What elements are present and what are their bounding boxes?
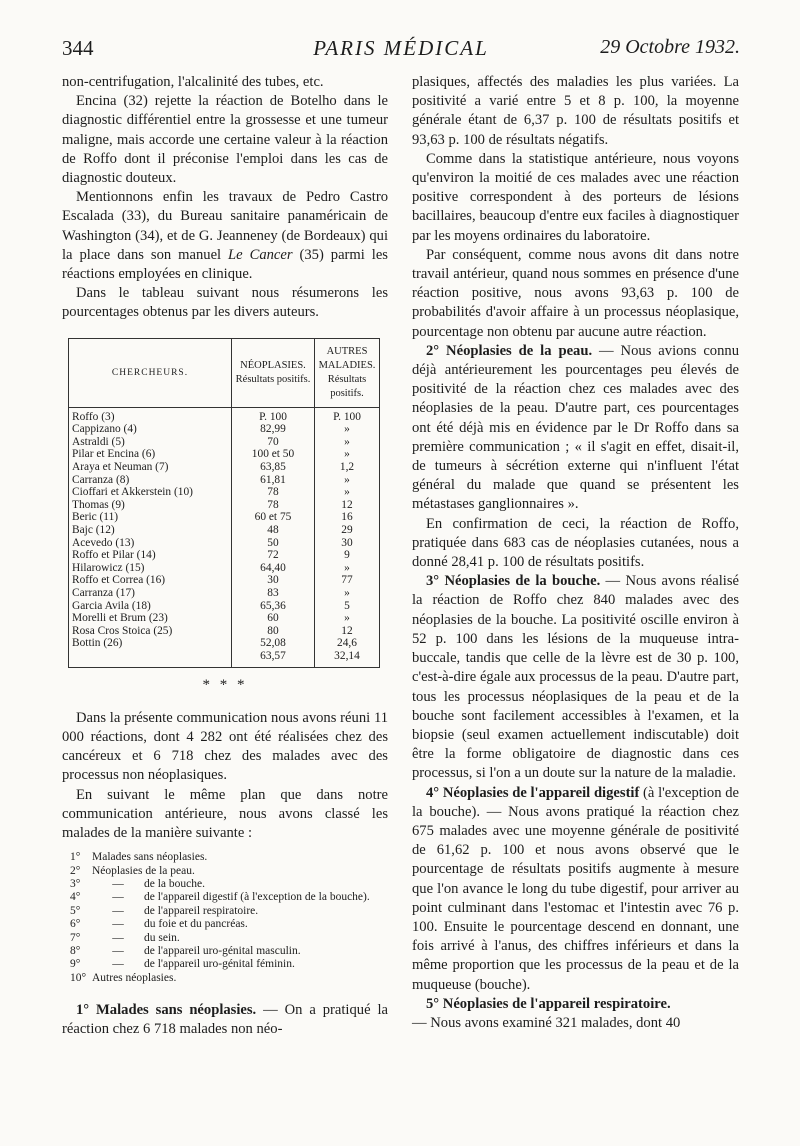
researcher-name-cell: Thomas (9) [69,499,232,512]
category-number: 10° [70,971,87,984]
table-row [69,562,380,575]
section-heading: 3° Néoplasies de la bouche. [426,573,601,590]
category-number: 2° [70,864,81,877]
table-row [69,511,380,524]
table-row [69,448,380,461]
other-diseases-value-cell: » [315,562,380,575]
table-row [69,549,380,562]
researcher-name-cell: Garcia Avila (18) [69,600,232,613]
other-diseases-value-cell: 32,14 [315,650,380,667]
category-text: Néoplasies de la peau. [92,864,195,877]
category-text: de la bouche. [144,877,205,890]
book-title: Le Cancer [228,246,293,263]
column-header-neoplasies: NÉOPLASIES. Résultats positifs. [232,338,315,407]
category-text: de l'appareil uro-génital féminin. [144,958,295,971]
neoplasies-value-cell: 64,40 [232,562,315,575]
category-item [70,918,388,931]
table-row [69,499,380,512]
paragraph: Comme dans la statistique antérieure, nous voyons qu'environ la moitié de ces malades avec une réaction positive correspondent à des porteurs de lésions bacillaires, beaucoup d'entre eux faciles à diagnostiquer par les moyens ordinaires du laboratoire. [412,150,739,244]
paragraph: Encina (32) rejette la réaction de Botelho dans le diagnostic différentiel entre la grossesse et une tumeur maligne, mais accorde une certaine valeur à la réaction de Roffo dont il préconise l'emploi dans les cas de diagnostic douteux. [62,93,388,187]
researcher-name-cell: Astraldi (5) [69,436,232,449]
researcher-name-cell: Carranza (8) [69,474,232,487]
category-number: 3° [70,877,81,890]
researcher-name-cell: Beric (11) [69,511,232,524]
paragraph: Dans la présente communication nous avons réuni 11 000 réactions, dont 4 282 ont été réalisées chez des cancéreux et 6 718 chez des malades avec des processus non néoplasiques. [62,709,388,784]
category-dash: — [112,931,124,944]
researcher-name-cell: Araya et Neuman (7) [69,461,232,474]
other-diseases-value-cell: 30 [315,537,380,550]
neoplasies-value-cell: 52,08 [232,637,315,650]
paragraph: En suivant le même plan que dans notre communication antérieure, nous avons classé les malades de la manière suivante : [62,786,388,841]
category-text: du sein. [144,931,180,944]
neoplasies-value-cell: 100 et 50 [232,448,315,461]
paragraph: 3° Néoplasies de la bouche. — Nous avons réalisé la réaction de Roffo chez 840 malades avec des néoplasies de la bouche. La positivité oscille environ à 52 p. 100 dans les lésions de la muqueuse intra-buccale, tandis que celle de la lèvre est de 30 p. 100, c'est-à-dire égale aux processus de la peau. D'autre part, tous les processus néoplasiques de la peau et de la bouche sont facilement accessibles à l'examen, et la biopsie (seul examen actuellement indiscutable) doit être la forme obligatoire de diagnostic dans ces processus, si l'on a un doute sur la nature de la maladie. [412,573,739,782]
category-number: 8° [70,944,81,957]
researcher-name-cell: Morelli et Brum (23) [69,612,232,625]
table-row [69,537,380,550]
category-text: du foie et du pancréas. [144,918,248,931]
other-diseases-value-cell: 9 [315,549,380,562]
table-row [69,612,380,625]
paragraph: — Nous avons examiné 321 malades, dont 40 [412,1014,681,1031]
researcher-name-cell [69,650,232,667]
table-row [69,436,380,449]
neoplasies-value-cell: 70 [232,436,315,449]
issue-date: 29 Octobre 1932. [600,36,740,58]
other-diseases-value-cell: 16 [315,511,380,524]
section-separator: * * * [202,676,248,693]
other-diseases-value-cell: 29 [315,524,380,537]
neoplasies-value-cell: 30 [232,574,315,587]
paragraph: 1° Malades sans néoplasies. — On a pratiqué la réaction chez 6 718 malades non néo- [62,1002,388,1038]
neoplasies-value-cell: 61,81 [232,474,315,487]
other-diseases-value-cell: 1,2 [315,461,380,474]
table-row [69,461,380,474]
other-diseases-value-cell: » [315,486,380,499]
category-item [70,878,388,891]
category-dash: — [112,891,124,904]
researcher-name-cell: Carranza (17) [69,587,232,600]
category-item [70,972,388,985]
neoplasies-value-cell: 60 [232,612,315,625]
paragraph [412,995,739,1014]
paragraph: En confirmation de ceci, la réaction de Roffo, pratiquée dans 683 cas de néoplasies cutanées, nous a donné 28,41 p. 100 de résultats positifs. [412,515,739,571]
category-text: Malades sans néoplasies. [92,851,208,864]
researcher-name-cell: Cappizano (4) [69,423,232,436]
neoplasies-value-cell: 83 [232,587,315,600]
category-dash: — [112,877,124,890]
other-diseases-value-cell: » [315,448,380,461]
left-column [62,73,388,1040]
table-row [69,407,380,423]
other-diseases-value-cell: 12 [315,499,380,512]
category-text: de l'appareil digestif (à l'exception de la bouche). [144,891,370,904]
other-diseases-value-cell: 5 [315,600,380,613]
other-diseases-value-cell: » [315,587,380,600]
category-item [70,905,388,918]
section-heading: 5° Néoplasies de l'appareil respiratoire. [426,995,671,1012]
section-heading: 2° Néoplasies de la peau. [426,342,593,359]
neoplasies-value-cell: P. 100 [232,407,315,423]
category-item [70,851,388,864]
section-heading: 4° Néoplasies de l'appareil digestif [426,784,640,801]
paragraph: Dans le tableau suivant nous résumerons les pourcentages obtenus par les divers auteurs. [62,285,388,321]
other-diseases-value-cell: 24,6 [315,637,380,650]
researcher-name-cell: Cioffari et Akkerstein (10) [69,486,232,499]
table-row [69,650,380,667]
category-dash: — [112,958,124,971]
category-number: 1° [70,851,81,864]
researcher-name-cell: Bajc (12) [69,524,232,537]
page-header [62,36,740,64]
neoplasies-value-cell: 60 et 75 [232,511,315,524]
category-dash: — [112,918,124,931]
journal-title: PARIS MÉDICAL [313,36,489,60]
paragraph: 2° Néoplasies de la peau. — Nous avions connu déjà antérieurement les pourcentages peu élevés de positivité de la réaction chez ces malades avec des néoplasies de la peau. D'autre part, ces pourcentages ont été déjà mis en évidence par le Dr Roffo dans sa première communication ; « il s'agit en effet, disait-il, de tumeurs à sécrétion externe qui n'influent l'état général du malade que quand se présentent les métastases ganglionnaires ». [412,342,739,513]
researcher-name-cell: Roffo (3) [69,407,232,423]
paragraph: 4° Néoplasies de l'appareil digestif (à l'exception de la bouche). — Nous avons pratiqué la réaction chez 675 malades avec une moyenne générale de positivité de 61,62 p. 100 et nous avons observé que le pourcentage de résultats positifs augmente à mesure que l'on avance le long du tube digestif, pour arriver au point culminant dans l'estomac et l'intestin avec 76 p. 100. Ensuite le pourcentage descend en donnant, une fois arrivé à l'anus, des chiffres inférieurs et dans la même proportion que les processus de la peau et de la muqueuse (bouche). [412,784,739,993]
paragraph: plasiques, affectés des maladies les plus variées. La positivité a varié entre 5 et 8 p. 100, la moyenne générale étant de 6,37 p. 100 de résultats positifs et 93,63 p. 100 de résultats négatifs. [412,74,739,148]
category-item [70,865,388,878]
category-number: 5° [70,904,81,917]
other-diseases-value-cell: » [315,612,380,625]
neoplasies-value-cell: 82,99 [232,423,315,436]
other-diseases-value-cell: » [315,423,380,436]
other-diseases-value-cell: P. 100 [315,407,380,423]
researcher-name-cell: Acevedo (13) [69,537,232,550]
column-header-other-diseases: AUTRES MALADIES. Résultats positifs. [315,338,380,407]
other-diseases-value-cell: 12 [315,625,380,638]
right-column [412,73,739,1033]
researcher-name-cell: Bottin (26) [69,637,232,650]
researcher-name-cell: Rosa Cros Stoica (25) [69,625,232,638]
category-text: Autres néoplasies. [92,971,177,984]
neoplasies-value-cell: 72 [232,549,315,562]
paragraph: non-centrifugation, l'alcalinité des tubes, etc. [62,74,324,90]
other-diseases-value-cell: 77 [315,574,380,587]
paragraph: Par conséquent, comme nous avons dit dans notre travail antérieur, quand nous sommes en présence d'une réaction positive, nous avons 93,63 p. 100 de probabilités d'avoir affaire à un processus néoplasique, pourcentage non obtenu par aucune autre réaction. [412,246,739,340]
table-row [69,423,380,436]
other-diseases-value-cell: » [315,436,380,449]
category-number: 7° [70,931,81,944]
category-dash: — [112,944,124,957]
category-list [70,851,388,985]
neoplasies-value-cell: 78 [232,486,315,499]
researcher-name-cell: Hilarowicz (15) [69,562,232,575]
category-dash: — [112,904,124,917]
table-row [69,625,380,638]
paragraph: Mentionnons enfin les travaux de Pedro Castro Escalada (33), du Bureau sanitaire panaméricain de Washington (34), et de G. Jeanneney (de Bordeaux) qui la place dans son manuel Le Cancer (35) parmi les réactions employées en clinique. [62,189,388,283]
category-text: de l'appareil uro-génital masculin. [144,944,301,957]
table-row [69,524,380,537]
researcher-name-cell: Roffo et Pilar (14) [69,549,232,562]
neoplasies-value-cell: 65,36 [232,600,315,613]
category-text: de l'appareil respiratoire. [144,904,259,917]
neoplasies-value-cell: 63,57 [232,650,315,667]
neoplasies-value-cell: 80 [232,625,315,638]
table-row [69,486,380,499]
category-number: 6° [70,918,81,931]
column-header-researchers: CHERCHEURS. [69,338,232,407]
table-row [69,474,380,487]
neoplasies-value-cell: 78 [232,499,315,512]
section-heading: 1° Malades sans néoplasies. [76,1002,257,1019]
category-item [70,891,388,904]
table-row [69,587,380,600]
neoplasies-value-cell: 48 [232,524,315,537]
page-number: 344 [62,36,94,60]
results-table [68,338,380,668]
table-row [69,637,380,650]
researcher-name-cell: Pilar et Encina (6) [69,448,232,461]
neoplasies-value-cell: 63,85 [232,461,315,474]
category-number: 4° [70,891,81,904]
researcher-name-cell: Roffo et Correa (16) [69,574,232,587]
category-item [70,932,388,945]
category-item [70,945,388,958]
category-item [70,958,388,971]
neoplasies-value-cell: 50 [232,537,315,550]
table-row [69,600,380,613]
table-row [69,574,380,587]
other-diseases-value-cell: » [315,474,380,487]
category-number: 9° [70,958,81,971]
